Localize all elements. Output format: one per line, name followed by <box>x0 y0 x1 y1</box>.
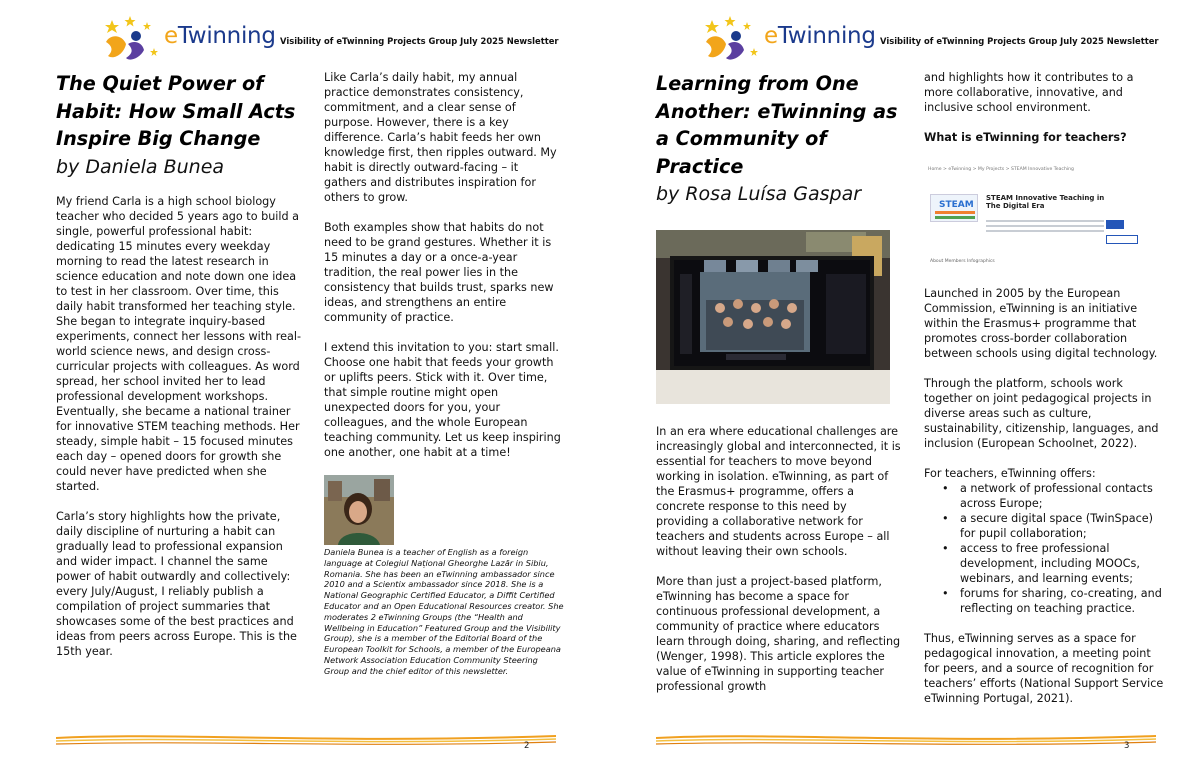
list-item: • a secure digital space (TwinSpace) for pupil collaboration; <box>940 511 1164 541</box>
page-header <box>100 14 580 66</box>
author-photo <box>324 475 394 545</box>
offers-intro: For teachers, eTwinning offers: <box>924 467 1096 480</box>
article-paragraph: and highlights how it contributes to a more collaborative, innovative, and inclusive school environment. <box>924 71 1134 114</box>
list-item: • a network of professional contacts across Europe; <box>940 481 1164 511</box>
screenshot-project-title: STEAM Innovative Teaching in The Digital Era <box>986 194 1105 210</box>
article-column-1 <box>56 70 301 674</box>
footer-wave-decoration <box>656 730 1156 752</box>
list-item: • access to free professional development, including MOOCs, webinars, and learning events; <box>940 541 1164 586</box>
article-title: Learning from One Another: eTwinning as a Community of Practice <box>656 72 898 178</box>
article-paragraph: Both examples show that habits do not need to be grand gestures. Whether it is 15 minutes a day or a once-a-year tradition, the real power lies in the consistency that builds trust, sparks new ideas, and strengthens an entire community of practice. <box>324 221 554 324</box>
screenshot-tabs: About Members Infographics <box>930 259 995 264</box>
etwinning-project-screenshot <box>924 160 1134 268</box>
article-paragraph: Through the platform, schools work together on joint pedagogical projects in diverse areas such as culture, sustainability, citizenship, languages, and inclusion (European Schoolnet, 2022). <box>924 377 1159 450</box>
svg-text:STEAM: STEAM <box>939 200 974 210</box>
section-subheading: What is eTwinning for teachers? <box>924 131 1127 144</box>
article-paragraph: Thus, eTwinning serves as a space for pedagogical innovation, a meeting point for peers, and a source of recognition for teachers’ efforts (National Support Service eTwinning Portugal, 2021). <box>924 632 1164 705</box>
article-paragraph: In an era where educational challenges are increasingly global and interconnected, it is essential for teachers to move beyond working in isolation. eTwinning, as part of the Erasmus+ programme, offers a concrete response to this need by providing a collaborative network for teachers and students across Europe – all without leaving their own schools. <box>656 425 901 558</box>
author-bio: Daniela Bunea is a teacher of English as a foreign language at Colegiul Național Gheorghe Lazăr in Sibiu, Romania. She has been an eTwinning ambassador since 2010 and a Scientix ambassador since 2018. She is a National Geographic Certified Educator, a Diffit Certified Educator and an Open Educational Resources creator. She moderates 2 eTwinning Groups (the “Health and Wellbeing in Education” Featured Group and the Visibility Group), she is a member of the Editorial Board of the European Toolkit for Schools, a member of the Europeana Network Association Education Community Steering Group and the chief editor of this newsletter. <box>324 547 564 676</box>
article-paragraph: My friend Carla is a high school biology teacher who decided 5 years ago to build a single, powerful professional habit: dedicating 15 minutes every weekday morning to read the latest research in science education and note down one idea to test in her classroom. Over time, this daily habit transformed her teaching style. She began to integrate inquiry-based experiments, connect her lessons with real-world science news, and design cross-curricular projects with colleagues. As word spread, her school invited her to lead professional development workshops. Eventually, she became a national trainer for innovative STEM teaching methods. Her steady, simple habit – 15 focused minutes each day – opened doors for growth she could never have predicted when she started. <box>56 194 301 493</box>
page-header <box>700 14 1180 66</box>
article-paragraph: Like Carla’s daily habit, my annual practice demonstrates consistency, commitment, and a clear sense of purpose. However, there is a key difference. Carla’s habit feeds her own knowledge first, then ripples outward. My habit is directly outward-facing – it gathers and distributes inspiration for others to grow. <box>324 71 557 204</box>
list-item: • forums for sharing, co-creating, and reflecting on teaching practice. <box>940 586 1164 616</box>
logo-wordmark: eTwinning <box>164 23 276 49</box>
article-paragraph: More than just a project-based platform, eTwinning has become a space for continuous professional development, a community of practice where educators learn through doing, sharing, and reflecting (Wenger, 1998). This article explores the value of eTwinning in supporting teacher professional growth <box>656 575 901 693</box>
article-title: The Quiet Power of Habit: How Small Acts Inspire Big Change <box>56 72 296 150</box>
project-badge-image <box>930 194 978 222</box>
classroom-videocall-photo <box>656 230 890 404</box>
page-number: 2 <box>524 741 530 751</box>
article-column-1 <box>656 70 901 709</box>
newsletter-title: Visibility of eTwinning Projects Group July 2025 Newsletter <box>280 36 559 46</box>
screenshot-button <box>1106 220 1124 229</box>
article-paragraph: I extend this invitation to you: start small. Choose one habit that feeds your growth or uplifts peers. Stick with it. Over time, that simple routine might open unexpected doors for you, your colleagues, and the whole European teaching community. Let us keep inspiring one another, one habit at a time! <box>324 341 561 459</box>
offers-list <box>940 481 1164 616</box>
etwinning-stars-figure-icon <box>100 14 162 66</box>
etwinning-stars-figure-icon <box>700 14 762 66</box>
logo-wordmark: eTwinning <box>764 23 876 49</box>
etwinning-logo <box>100 14 275 66</box>
newsletter-page-right <box>600 0 1200 776</box>
article-byline: by Rosa Luísa Gaspar <box>656 183 862 205</box>
article-byline: by Daniela Bunea <box>56 155 225 178</box>
screenshot-description-lines <box>986 220 1104 238</box>
screenshot-breadcrumb: Home > eTwinning > My Projects > STEAM Innovative Teaching <box>928 167 1074 172</box>
article-paragraph: Carla’s story highlights how the private, daily discipline of nurturing a habit can gradually lead to professional expansion and wider impact. I channel the same power of habit outwardly and collectively: every July/August, I reliably publish a compilation of project summaries that showcases some of the best practices and ideas from peers across Europe. This is the 15th year. <box>56 509 297 658</box>
etwinning-logo <box>700 14 875 66</box>
article-column-2 <box>324 70 564 677</box>
article-paragraph: Launched in 2005 by the European Commission, eTwinning is an initiative within the Erasmus+ programme that promotes cross-border collaboration between schools using digital technology. <box>924 287 1158 360</box>
footer-wave-decoration <box>56 730 556 752</box>
page-number: 3 <box>1124 741 1130 751</box>
screenshot-button <box>1106 235 1138 244</box>
article-column-2 <box>924 70 1164 721</box>
newsletter-title: Visibility of eTwinning Projects Group July 2025 Newsletter <box>880 36 1159 46</box>
